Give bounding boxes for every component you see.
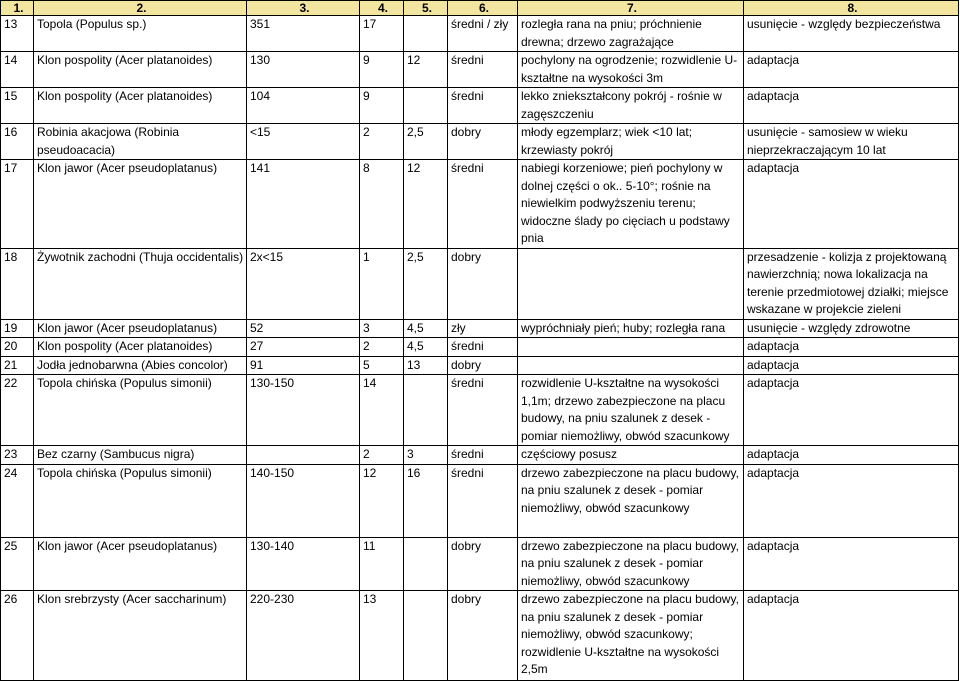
tree-number: 22 (1, 375, 34, 446)
trunk-circumference: 27 (247, 338, 360, 357)
column-number-header-row (1, 1, 959, 16)
recommendation: usunięcie - względy zdrowotne (744, 319, 959, 338)
recommendation: adaptacja (744, 160, 959, 249)
col-number-6: 6. (448, 1, 518, 16)
crown-diameter (404, 16, 448, 52)
species-name: Robinia akacjowa (Robinia pseudoacacia) (34, 124, 247, 160)
recommendation: adaptacja (744, 52, 959, 88)
tree-height: 2 (360, 446, 404, 465)
recommendation: przesadzenie - kolizja z projektowaną nawierzchnią; nowa lokalizacja na terenie przedmiotowej działki; miejsce wskazane w projekcie zieleni (744, 248, 959, 319)
trunk-circumference: 52 (247, 319, 360, 338)
trunk-circumference: 351 (247, 16, 360, 52)
condition-description: lekko zniekształcony pokrój - rośnie w zagęszczeniu (518, 88, 744, 124)
tree-number: 21 (1, 356, 34, 375)
crown-diameter: 4,5 (404, 338, 448, 357)
recommendation: adaptacja (744, 591, 959, 681)
crown-diameter (404, 591, 448, 681)
crown-diameter (404, 88, 448, 124)
tree-height: 17 (360, 16, 404, 52)
table-row (1, 319, 959, 338)
tree-height: 11 (360, 537, 404, 591)
recommendation: adaptacja (744, 537, 959, 591)
health-condition: dobry (448, 591, 518, 681)
table-row (1, 375, 959, 446)
col-number-5: 5. (404, 1, 448, 16)
tree-height: 9 (360, 52, 404, 88)
tree-height: 2 (360, 338, 404, 357)
tree-number: 19 (1, 319, 34, 338)
condition-description (518, 338, 744, 357)
trunk-circumference: 141 (247, 160, 360, 249)
crown-diameter: 12 (404, 52, 448, 88)
species-name: Klon jawor (Acer pseudoplatanus) (34, 160, 247, 249)
crown-diameter: 13 (404, 356, 448, 375)
trunk-circumference: <15 (247, 124, 360, 160)
condition-description: rozwidlenie U-kształtne na wysokości 1,1m; drzewo zabezpieczone na placu budowy, na pniu szalunek z desek - pomiar niemożliwy, obwód szacunkowy (518, 375, 744, 446)
col-number-1: 1. (1, 1, 34, 16)
crown-diameter (404, 375, 448, 446)
health-condition: dobry (448, 537, 518, 591)
tree-height: 14 (360, 375, 404, 446)
species-name: Topola chińska (Populus simonii) (34, 375, 247, 446)
col-number-8: 8. (744, 1, 959, 16)
tree-height: 2 (360, 124, 404, 160)
condition-description: drzewo zabezpieczone na placu budowy, na pniu szalunek z desek - pomiar niemożliwy, obwód szacunkowy (518, 537, 744, 591)
table-row (1, 338, 959, 357)
table-row (1, 537, 959, 591)
species-name: Klon srebrzysty (Acer saccharinum) (34, 591, 247, 681)
tree-number: 23 (1, 446, 34, 465)
species-name: Topola chińska (Populus simonii) (34, 464, 247, 537)
crown-diameter: 2,5 (404, 248, 448, 319)
tree-number: 20 (1, 338, 34, 357)
trunk-circumference: 130-140 (247, 537, 360, 591)
crown-diameter: 12 (404, 160, 448, 249)
condition-description: rozległa rana na pniu; próchnienie drewna; drzewo zagrażające (518, 16, 744, 52)
recommendation: adaptacja (744, 88, 959, 124)
table-row (1, 124, 959, 160)
table-row (1, 88, 959, 124)
tree-number: 15 (1, 88, 34, 124)
tree-height: 13 (360, 591, 404, 681)
condition-description: drzewo zabezpieczone na placu budowy, na pniu szalunek z desek - pomiar niemożliwy, obwód szacunkowy; rozwidlenie U-kształtne na wysokości 2,5m (518, 591, 744, 681)
recommendation: adaptacja (744, 446, 959, 465)
trunk-circumference: 130-150 (247, 375, 360, 446)
table-row (1, 52, 959, 88)
tree-number: 13 (1, 16, 34, 52)
condition-description: częściowy posusz (518, 446, 744, 465)
table-row (1, 248, 959, 319)
col-number-2: 2. (34, 1, 247, 16)
crown-diameter (404, 537, 448, 591)
table-row (1, 446, 959, 465)
trunk-circumference: 2x<15 (247, 248, 360, 319)
condition-description: drzewo zabezpieczone na placu budowy, na pniu szalunek z desek - pomiar niemożliwy, obwód szacunkowy (518, 464, 744, 537)
species-name: Klon jawor (Acer pseudoplatanus) (34, 537, 247, 591)
tree-number: 26 (1, 591, 34, 681)
trunk-circumference: 104 (247, 88, 360, 124)
health-condition: średni (448, 338, 518, 357)
species-name: Żywotnik zachodni (Thuja occidentalis) (34, 248, 247, 319)
recommendation: adaptacja (744, 356, 959, 375)
tree-height: 8 (360, 160, 404, 249)
health-condition: dobry (448, 356, 518, 375)
recommendation: adaptacja (744, 375, 959, 446)
condition-description: wypróchniały pień; huby; rozległa rana (518, 319, 744, 338)
recommendation: usunięcie - samosiew w wieku nieprzekraczającym 10 lat (744, 124, 959, 160)
health-condition: dobry (448, 248, 518, 319)
table-row (1, 16, 959, 52)
tree-height: 1 (360, 248, 404, 319)
trunk-circumference: 130 (247, 52, 360, 88)
health-condition: średni (448, 464, 518, 537)
condition-description: pochylony na ogrodzenie; rozwidlenie U-kształtne na wysokości 3m (518, 52, 744, 88)
species-name: Bez czarny (Sambucus nigra) (34, 446, 247, 465)
tree-number: 25 (1, 537, 34, 591)
species-name: Jodła jednobarwna (Abies concolor) (34, 356, 247, 375)
crown-diameter: 16 (404, 464, 448, 537)
condition-description: młody egzemplarz; wiek <10 lat; krzewiasty pokrój (518, 124, 744, 160)
health-condition: dobry (448, 124, 518, 160)
recommendation: adaptacja (744, 338, 959, 357)
col-number-3: 3. (247, 1, 360, 16)
tree-height: 3 (360, 319, 404, 338)
species-name: Klon jawor (Acer pseudoplatanus) (34, 319, 247, 338)
tree-number: 14 (1, 52, 34, 88)
trunk-circumference: 91 (247, 356, 360, 375)
trunk-circumference: 220-230 (247, 591, 360, 681)
condition-description: nabiegi korzeniowe; pień pochylony w dolnej części o ok.. 5-10°; rośnie na niewielkim podwyższeniu terenu; widoczne ślady po cięciach u podstawy pnia (518, 160, 744, 249)
table-row (1, 464, 959, 537)
tree-height: 5 (360, 356, 404, 375)
recommendation: adaptacja (744, 464, 959, 537)
tree-number: 17 (1, 160, 34, 249)
species-name: Klon pospolity (Acer platanoides) (34, 52, 247, 88)
recommendation: usunięcie - względy bezpieczeństwa (744, 16, 959, 52)
tree-height: 9 (360, 88, 404, 124)
health-condition: średni (448, 52, 518, 88)
condition-description (518, 248, 744, 319)
col-number-7: 7. (518, 1, 744, 16)
health-condition: średni (448, 160, 518, 249)
table-body (1, 16, 959, 681)
tree-height: 12 (360, 464, 404, 537)
table-row (1, 591, 959, 681)
health-condition: średni (448, 446, 518, 465)
species-name: Klon pospolity (Acer platanoides) (34, 338, 247, 357)
species-name: Topola (Populus sp.) (34, 16, 247, 52)
health-condition: średni (448, 375, 518, 446)
crown-diameter: 4,5 (404, 319, 448, 338)
tree-number: 18 (1, 248, 34, 319)
table-row (1, 356, 959, 375)
trunk-circumference: 140-150 (247, 464, 360, 537)
crown-diameter: 3 (404, 446, 448, 465)
condition-description (518, 356, 744, 375)
trunk-circumference (247, 446, 360, 465)
crown-diameter: 2,5 (404, 124, 448, 160)
species-name: Klon pospolity (Acer platanoides) (34, 88, 247, 124)
health-condition: średni / zły (448, 16, 518, 52)
table-row (1, 160, 959, 249)
health-condition: zły (448, 319, 518, 338)
health-condition: średni (448, 88, 518, 124)
tree-number: 24 (1, 464, 34, 537)
col-number-4: 4. (360, 1, 404, 16)
tree-number: 16 (1, 124, 34, 160)
